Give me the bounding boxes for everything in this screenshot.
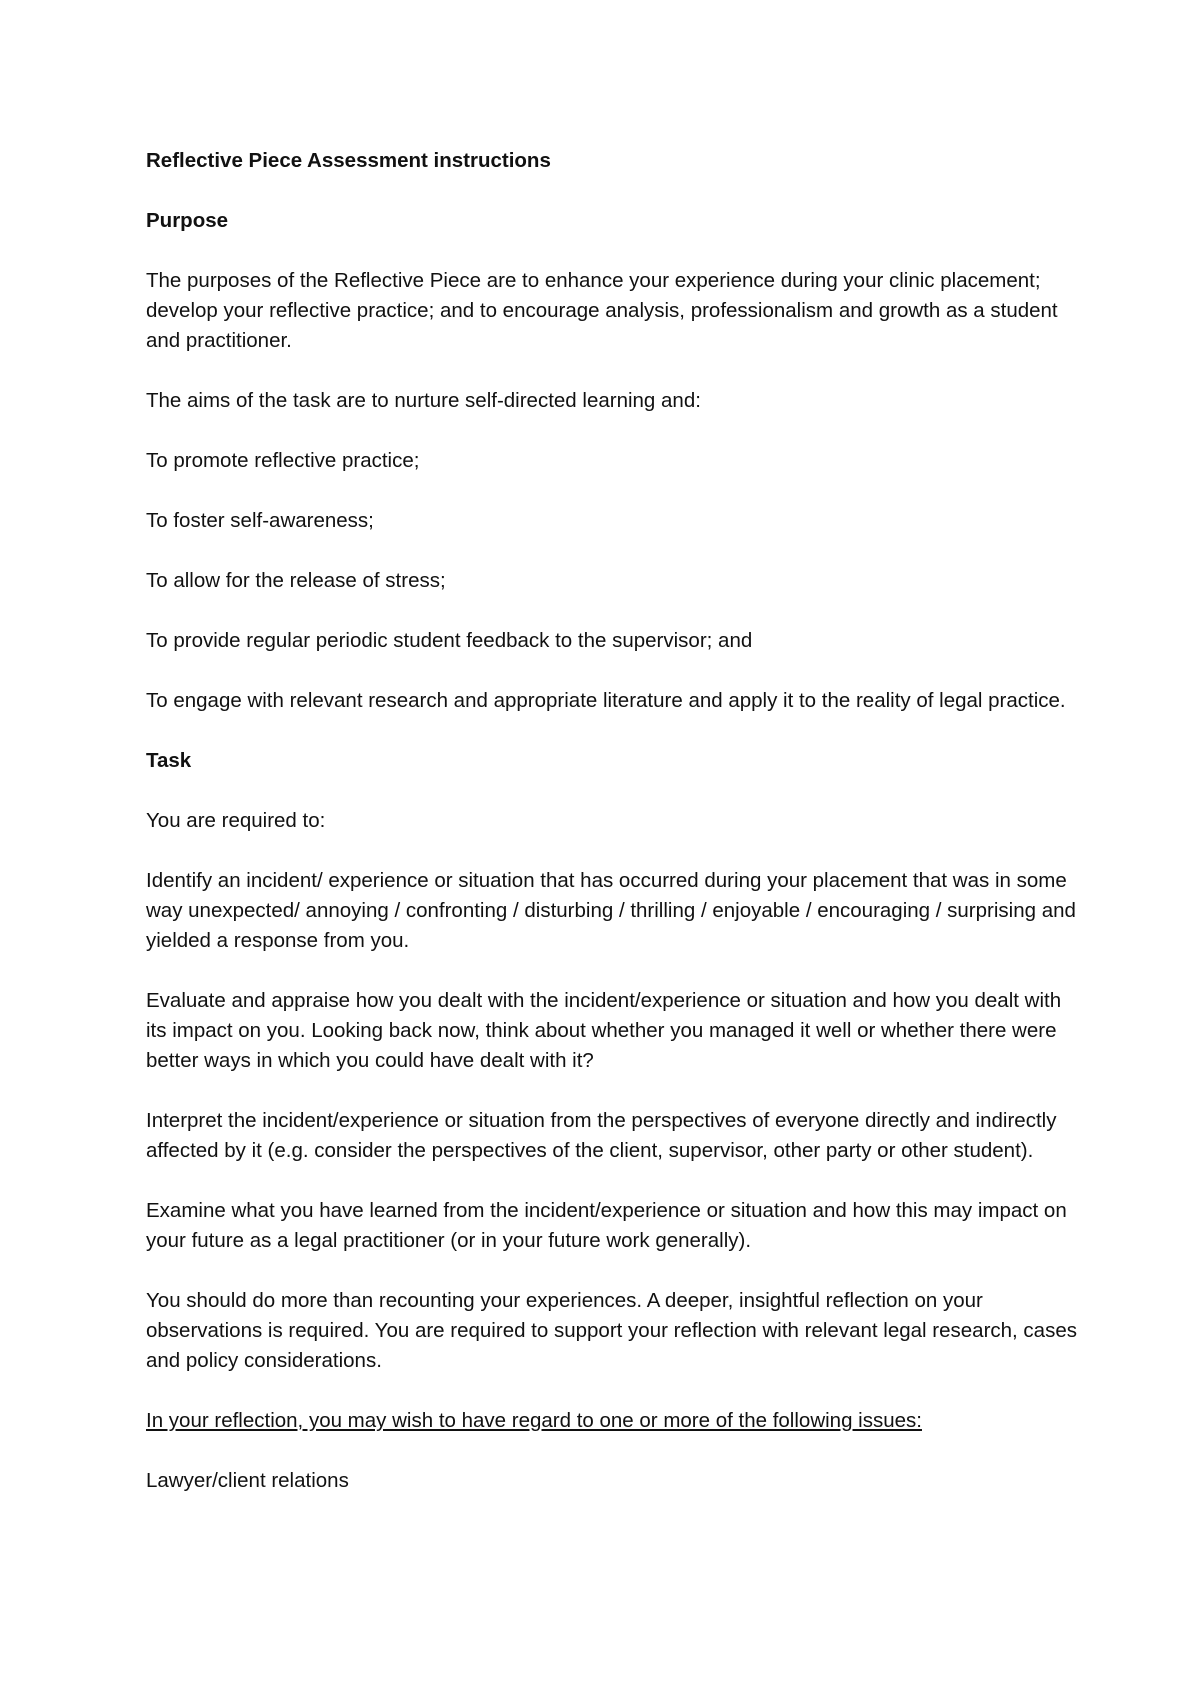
task-heading: Task xyxy=(146,749,192,772)
issues-intro: In your reflection, you may wish to have regard to one or more of the following issues: xyxy=(146,1409,922,1432)
aim-item: To allow for the release of stress; xyxy=(146,569,446,592)
issue-item: Lawyer/client relations xyxy=(146,1469,349,1492)
task-item: Examine what you have learned from the incident/experience or situation and how this may impact on your future as a legal practitioner (or in your future work generally). xyxy=(146,1199,1067,1252)
aim-item: To engage with relevant research and appropriate literature and apply it to the reality of legal practice. xyxy=(146,689,1066,712)
aim-item: To provide regular periodic student feedback to the supervisor; and xyxy=(146,629,753,652)
aim-item: To promote reflective practice; xyxy=(146,449,420,472)
purpose-paragraph: The purposes of the Reflective Piece are to enhance your experience during your clinic placement; develop your reflective practice; and to encourage analysis, professionalism and growth as a student and practitioner. xyxy=(146,269,1058,352)
purpose-heading: Purpose xyxy=(146,209,229,232)
aim-item: To foster self-awareness; xyxy=(146,509,374,532)
task-item: Interpret the incident/experience or situation from the perspectives of everyone directly and indirectly affected by it (e.g. consider the perspectives of the client, supervisor, other party or other student). xyxy=(146,1109,1057,1162)
document-title: Reflective Piece Assessment instructions xyxy=(146,149,551,172)
task-intro: You are required to: xyxy=(146,809,326,832)
task-item: Identify an incident/ experience or situation that has occurred during your placement that was in some way unexpected/ annoying / confronting / disturbing / thrilling / enjoyable / encouraging / surprising and yielded a response from you. xyxy=(146,869,1076,952)
aims-intro: The aims of the task are to nurture self-directed learning and: xyxy=(146,389,701,412)
task-item: You should do more than recounting your experiences. A deeper, insightful reflection on your observations is required. You are required to support your reflection with relevant legal research, cases and policy considerations. xyxy=(146,1289,1077,1372)
document-body xyxy=(146,146,1086,1526)
task-item: Evaluate and appraise how you dealt with the incident/experience or situation and how you dealt with its impact on you. Looking back now, think about whether you managed it well or whether there were better ways in which you could have dealt with it? xyxy=(146,989,1062,1072)
